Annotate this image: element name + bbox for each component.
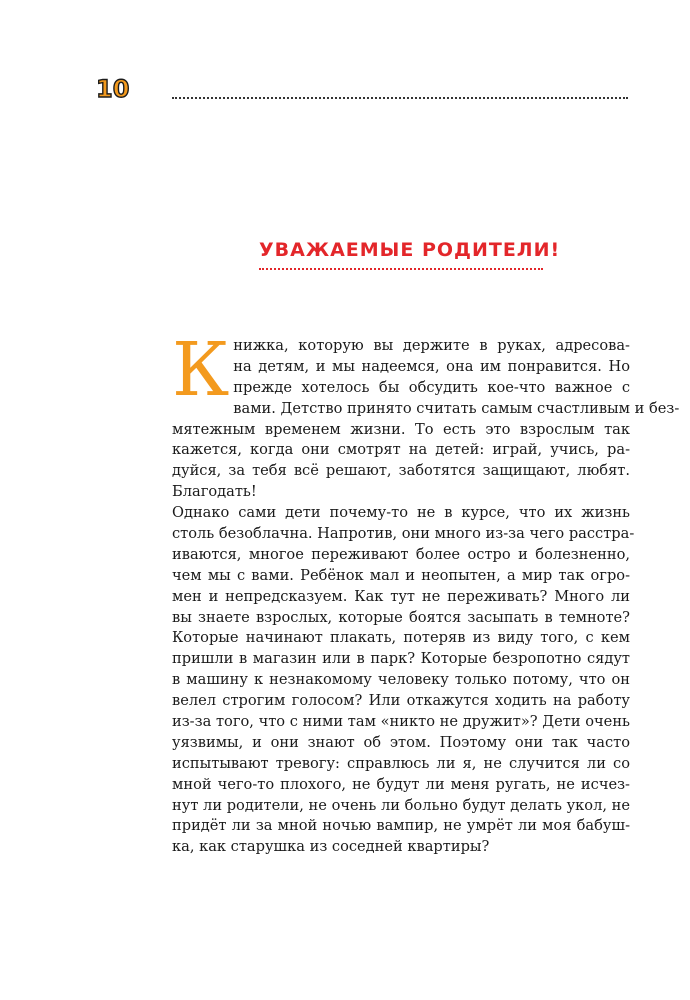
text-line: мятежным временем жизни. То есть это взрослым так	[172, 420, 630, 438]
text-line: нижка, которую вы держите в руках, адресова-	[233, 337, 630, 354]
text-line: пришли в магазин или в парк? Которые безропотно сядут	[172, 650, 630, 668]
text-line: вы знаете взрослых, которые боятся засыпать в темноте?	[172, 608, 630, 626]
text-line: вами. Детство принято считать самым счастливым и без-	[233, 399, 680, 417]
text-line: из-за того, что с ними там «никто не дружит»? Дети очень	[172, 713, 630, 731]
text-line: испытывают тревогу: справлюсь ли я, не случится ли со	[172, 754, 630, 772]
page-number: 10	[96, 75, 130, 103]
text-line: Которые начинают плакать, потеряв из виду того, с кем	[172, 629, 630, 647]
text-line: Благодать!	[172, 483, 257, 501]
text-line: нут ли родители, не очень ли больно будут делать укол, не	[172, 796, 630, 814]
text-line: велел строгим голосом? Или откажутся ходить на работу	[172, 692, 630, 710]
text-line: кажется, когда они смотрят на детей: играй, учись, ра-	[172, 441, 630, 459]
text-line: чем мы с вами. Ребёнок мал и неопытен, а мир так огро-	[172, 566, 630, 584]
text-line: придёт ли за мной ночью вампир, не умрёт ли моя бабуш-	[172, 817, 630, 835]
text-line: на детям, и мы надеемся, она им понравится. Но	[233, 357, 630, 375]
text-line: мен и непредсказуем. Как тут не переживать? Много ли	[172, 587, 630, 605]
drop-cap: К	[172, 327, 230, 413]
paragraph-2	[172, 503, 635, 858]
header-dotted-rule	[172, 97, 628, 99]
paragraph-1	[172, 327, 680, 503]
text-line: столь безоблачна. Напротив, они много из-за чего расстра-	[172, 525, 635, 543]
article-title: УВАЖАЕМЫЕ РОДИТЕЛИ!	[259, 239, 561, 261]
text-line: дуйся, за тебя всё решают, заботятся защищают, любят.	[172, 462, 630, 480]
text-line: иваются, многое переживают более остро и болезненно,	[172, 545, 630, 563]
text-line: прежде хотелось бы обсудить кое-что важное с	[233, 378, 630, 396]
text-line: в машину к незнакомому человеку только потому, что он	[172, 671, 630, 689]
text-line: ка, как старушка из соседней квартиры?	[172, 838, 490, 856]
article-body	[172, 327, 680, 858]
text-line: мной чего-то плохого, не будут ли меня ругать, не исчез-	[172, 775, 630, 793]
text-line: Однако сами дети почему-то не в курсе, что их жизнь	[172, 504, 630, 522]
title-dotted-underline	[259, 268, 543, 270]
text-line: уязвимы, и они знают об этом. Поэтому они так часто	[172, 733, 630, 751]
